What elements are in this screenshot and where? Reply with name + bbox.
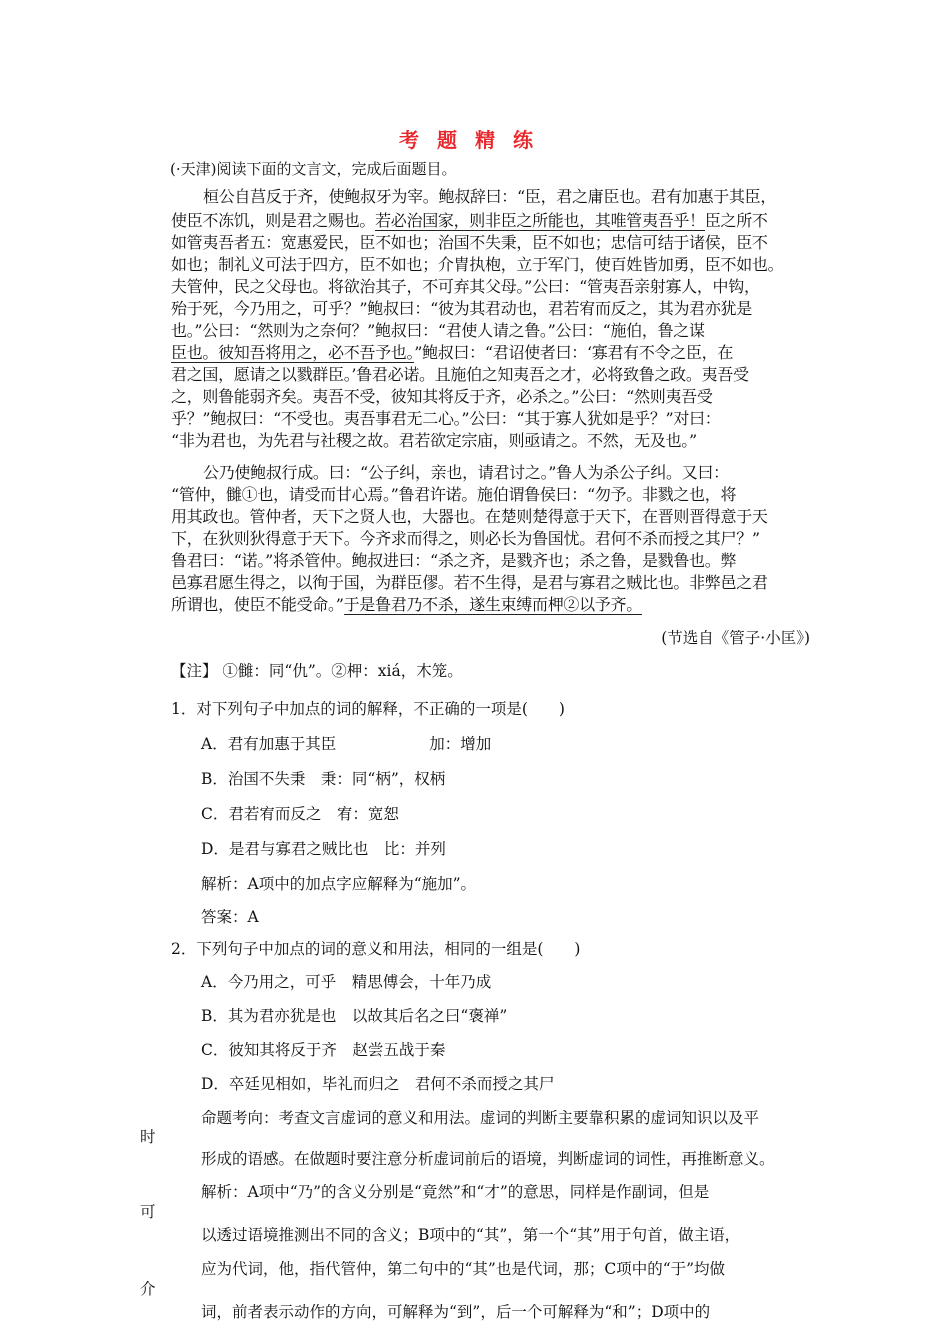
option: D．是君与寡君之贼比也 比：并列 — [201, 840, 446, 858]
passage-line: 乎？”鲍叔曰：“不受也。夷吾事君无二心。”公曰：“其于寡人犹如是乎？”对曰： — [171, 409, 721, 428]
option: C．彼知其将反于齐 赵尝五战于秦 — [201, 1041, 446, 1059]
passage-line: 之，则鲁能弱齐矣。夷吾不受，彼知其将反于齐，必杀之。”公曰：“然则夷吾受 — [171, 387, 713, 406]
passage-line: “管仲，雠①也，请受而甘心焉。”鲁君许诺。施伯谓鲁侯曰：“勿予。非戮之也，将 — [171, 485, 737, 504]
option: C．君若宥而反之 宥：宽恕 — [201, 805, 399, 823]
underlined-sentence: 若必治国家，则非臣之所能也，其唯管夷吾乎！ — [375, 211, 705, 230]
passage-line: 殆于死，今乃用之，可乎？”鲍叔曰：“彼为其君动也，君若宥而反之，其为君亦犹是 — [171, 299, 752, 318]
question-stem: 1．对下列句子中加点的词的解释，不正确的一项是( ) — [171, 700, 565, 718]
margin-char: 时 — [140, 1128, 156, 1146]
explanation-line: 命题考向：考查文言虚词的意义和用法。虚词的判断主要靠积累的虚词知识以及平 — [201, 1109, 760, 1127]
passage-line: 所谓也，使臣不能受命。”于是鲁君乃不杀，遂生束缚而柙②以予齐。 — [171, 595, 642, 614]
margin-char: 可 — [140, 1203, 156, 1221]
option: A．君有加惠于其臣 加：增加 — [201, 735, 492, 753]
page-title: 考题精练 — [399, 128, 551, 152]
passage-line: 公乃使鲍叔行成。曰：“公子纠，亲也，请君讨之。”鲁人为杀公子纠。又曰： — [203, 463, 729, 482]
passage-line: 君之国，愿请之以戮群臣。’鲁君必诺。且施伯之知夷吾之才，必将致鲁之政。夷吾受 — [171, 365, 749, 384]
option: D．卒廷见相如，毕礼而归之 君何不杀而授之其尸 — [201, 1075, 555, 1093]
underlined-sentence: 臣也。彼知吾将用之，必不吾予也。 — [171, 343, 415, 362]
question-stem: 2．下列句子中加点的词的意义和用法，相同的一组是( ) — [171, 940, 581, 958]
option: A．今乃用之，可乎 精思傅会，十年乃成 — [201, 973, 492, 991]
source-citation: (节选自《管子·小匡》) — [661, 629, 810, 647]
passage-line: 用其政也。管仲者，天下之贤人也，大器也。在楚则楚得意于天下，在晋则晋得意于天 — [171, 507, 768, 526]
note: 【注】 ①雠：同“仇”。②柙：xiá，木笼。 — [171, 662, 463, 680]
passage-line: 下，在狄则狄得意于天下。今齐求而得之，则必长为鲁国忧。君何不杀而授之其尸？” — [171, 529, 760, 548]
explanation-line: 词，前者表示动作的方向，可解释为“到”，后一个可解释为“和”；D项中的 — [201, 1303, 711, 1321]
explanation-line: 解析：A项中“乃”的含义分别是“竟然”和“才”的意思，同样是作副词，但是 — [201, 1183, 710, 1201]
option: B．其为君亦犹是也 以故其后名之曰“褒禅” — [201, 1007, 508, 1025]
passage-line: 如管夷吾者五：宽惠爱民，臣不如也；治国不失秉，臣不如也；忠信可结于诸侯，臣不 — [171, 233, 768, 252]
analysis: 解析：A项中的加点字应解释为“施加”。 — [201, 875, 477, 893]
intro-line: (·天津)阅读下面的文言文，完成后面题目。 — [170, 160, 457, 178]
passage-line: 臣也。彼知吾将用之，必不吾予也。”鲍叔曰：“君诏使者曰：‘寡君有不令之臣，在 — [171, 343, 734, 362]
option: B．治国不失秉 秉：同“柄”，权柄 — [201, 770, 446, 788]
passage-line: 邑寡君愿生得之，以徇于国，为群臣僇。若不生得，是君与寡君之贼比也。非弊邑之君 — [171, 573, 768, 592]
passage-line: 使臣不冻饥，则是君之赐也。若必治国家，则非臣之所能也，其唯管夷吾乎！臣之所不 — [171, 211, 768, 230]
passage-line: 也。”公曰：“然则为之奈何？”鲍叔曰：“君使人请之鲁。”公曰：“施伯，鲁之谋 — [171, 321, 705, 340]
passage-line: 夫管仲，民之父母也。将欲治其子，不可弃其父母。”公曰：“管夷吾亲射寡人，中钩， — [171, 277, 760, 296]
explanation-line: 应为代词，他，指代管仲，第二句中的“其”也是代词，那；C项中的“于”均做 — [201, 1260, 726, 1278]
explanation-line: 以透过语境推测出不同的含义；B项中的“其”，第一个“其”用于句首，做主语， — [201, 1226, 741, 1244]
explanation-line: 形成的语感。在做题时要注意分析虚词前后的语境，判断虚词的词性，再推断意义。 — [201, 1150, 775, 1168]
passage-line: “非为君也，为先君与社稷之故。君若欲定宗庙，则亟请之。不然，无及也。” — [171, 431, 697, 450]
passage-line: 鲁君曰：“诺。”将杀管仲。鲍叔进曰：“杀之齐，是戮齐也；杀之鲁，是戮鲁也。弊 — [171, 551, 737, 570]
underlined-sentence: 于是鲁君乃不杀，遂生束缚而柙②以予齐。 — [343, 595, 642, 614]
margin-char: 介 — [140, 1280, 156, 1298]
answer: 答案：A — [201, 908, 259, 926]
passage-line: 如也；制礼义可法于四方，臣不如也；介胄执枹，立于军门，使百姓皆加勇，臣不如也。 — [171, 255, 784, 274]
passage-line: 桓公自莒反于齐，使鲍叔牙为宰。鲍叔辞曰：“臣，君之庸臣也。君有加惠于其臣， — [203, 187, 777, 206]
